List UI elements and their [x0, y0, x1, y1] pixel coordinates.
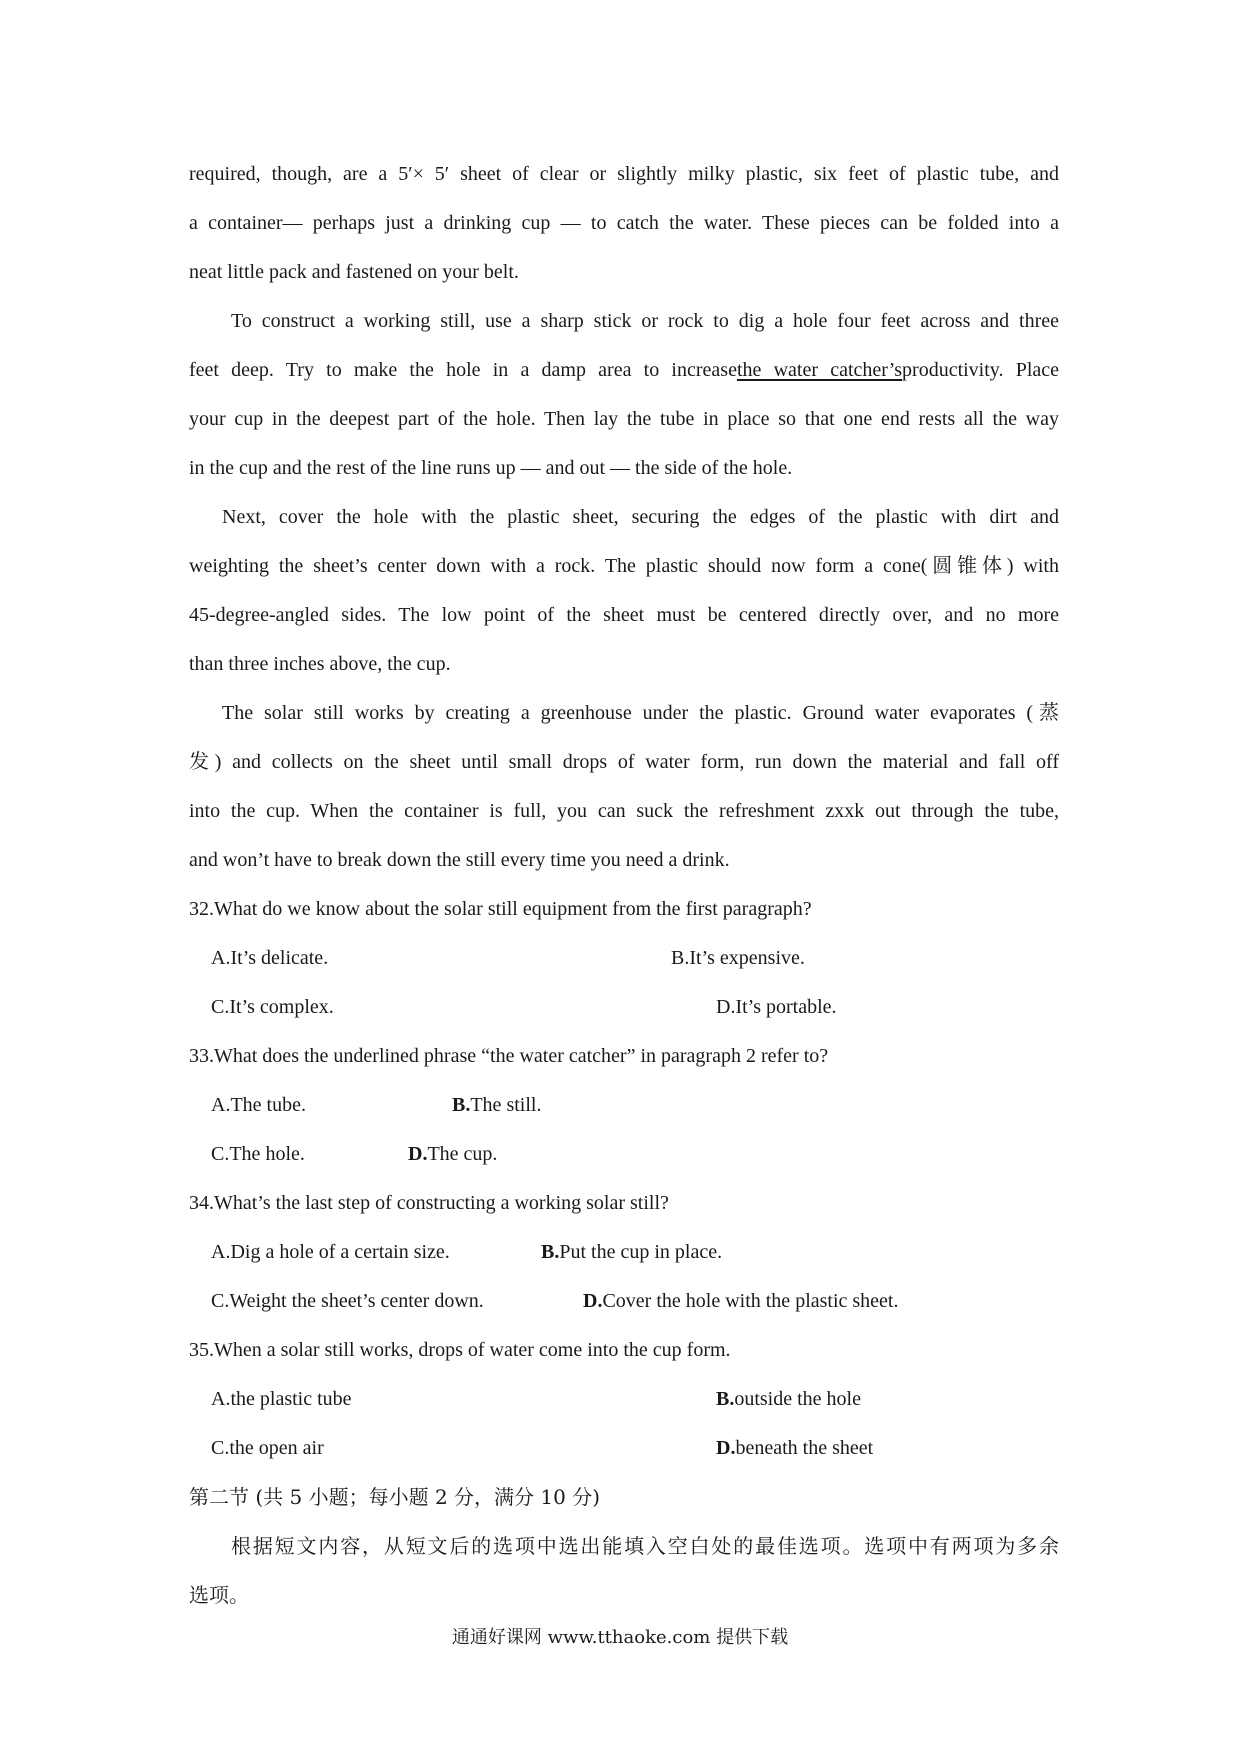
passage-text: feet deep. Try to make the hole in a damp area to increase	[189, 359, 737, 381]
passage-line: weighting the sheet’s center down with a rock. The plastic should now form a cone(圆锥体) with	[189, 555, 1059, 577]
passage-line: your cup in the deepest part of the hole. Then lay the tube in place so that one end rests all the way	[189, 408, 1059, 430]
section-heading: 第二节 (共 5 小题；每小题 2 分，满分 10 分)	[189, 1485, 601, 1509]
section-instruction: 选项。	[189, 1583, 249, 1607]
passage-line: 发) and collects on the sheet until small drops of water form, run down the material and fall off	[189, 751, 1059, 773]
option-a: A.The tube.	[211, 1094, 306, 1116]
option-d: D.beneath the sheet	[716, 1437, 874, 1459]
option-b: B.outside the hole	[716, 1388, 861, 1410]
passage-line: a container— perhaps just a drinking cup — to catch the water. These pieces can be folded into a	[189, 212, 1059, 234]
question-stem: 33.What does the underlined phrase “the water catcher” in paragraph 2 refer to?	[189, 1045, 829, 1067]
option-a: A.the plastic tube	[211, 1388, 352, 1410]
question-stem: 32.What do we know about the solar still equipment from the first paragraph?	[189, 898, 812, 920]
option-b: B.The still.	[452, 1094, 542, 1116]
underlined-phrase: the water catcher’s	[736, 359, 903, 381]
option-c: C.The hole.	[211, 1143, 305, 1165]
passage-line: required, though, are a 5′× 5′ sheet of clear or slightly milky plastic, six feet of plastic tube, and	[189, 163, 1059, 185]
passage-text: productivity. Place	[902, 359, 1060, 381]
option-d: D.Cover the hole with the plastic sheet.	[583, 1290, 899, 1312]
option-a: A.Dig a hole of a certain size.	[211, 1241, 450, 1263]
passage-line: into the cup. When the container is full, you can suck the refreshment zxxk out through the tube,	[189, 800, 1059, 822]
question-stem: 34.What’s the last step of constructing a working solar still?	[189, 1192, 669, 1214]
passage-line: in the cup and the rest of the line runs up — and out — the side of the hole.	[189, 457, 793, 479]
option-b: B.Put the cup in place.	[541, 1241, 723, 1263]
section-instruction: 根据短文内容，从短文后的选项中选出能填入空白处的最佳选项。选项中有两项为多余	[231, 1534, 1059, 1558]
passage-line: 45-degree-angled sides. The low point of the sheet must be centered directly over, and no more	[189, 604, 1059, 626]
passage-line: than three inches above, the cup.	[189, 653, 451, 675]
page-footer: 通通好课网 www.tthaoke.com 提供下载	[451, 1627, 789, 1648]
passage-line	[189, 356, 1059, 384]
option-c: C.It’s complex.	[211, 996, 334, 1018]
option-d: D.It’s portable.	[716, 996, 837, 1018]
option-c: C.Weight the sheet’s center down.	[211, 1290, 484, 1312]
option-d: D.The cup.	[408, 1143, 498, 1165]
question-stem: 35.When a solar still works, drops of water come into the cup form.	[189, 1339, 731, 1361]
option-a: A.It’s delicate.	[211, 947, 329, 969]
passage-line: The solar still works by creating a greenhouse under the plastic. Ground water evaporates (蒸	[222, 702, 1059, 724]
option-c: C.the open air	[211, 1437, 324, 1459]
passage-line: To construct a working still, use a sharp stick or rock to dig a hole four feet across and three	[231, 310, 1059, 332]
option-b: B.It’s expensive.	[671, 947, 805, 969]
passage-line: Next, cover the hole with the plastic sheet, securing the edges of the plastic with dirt and	[222, 506, 1059, 528]
passage-line: neat little pack and fastened on your belt.	[189, 261, 519, 283]
passage-line: and won’t have to break down the still every time you need a drink.	[189, 849, 730, 871]
